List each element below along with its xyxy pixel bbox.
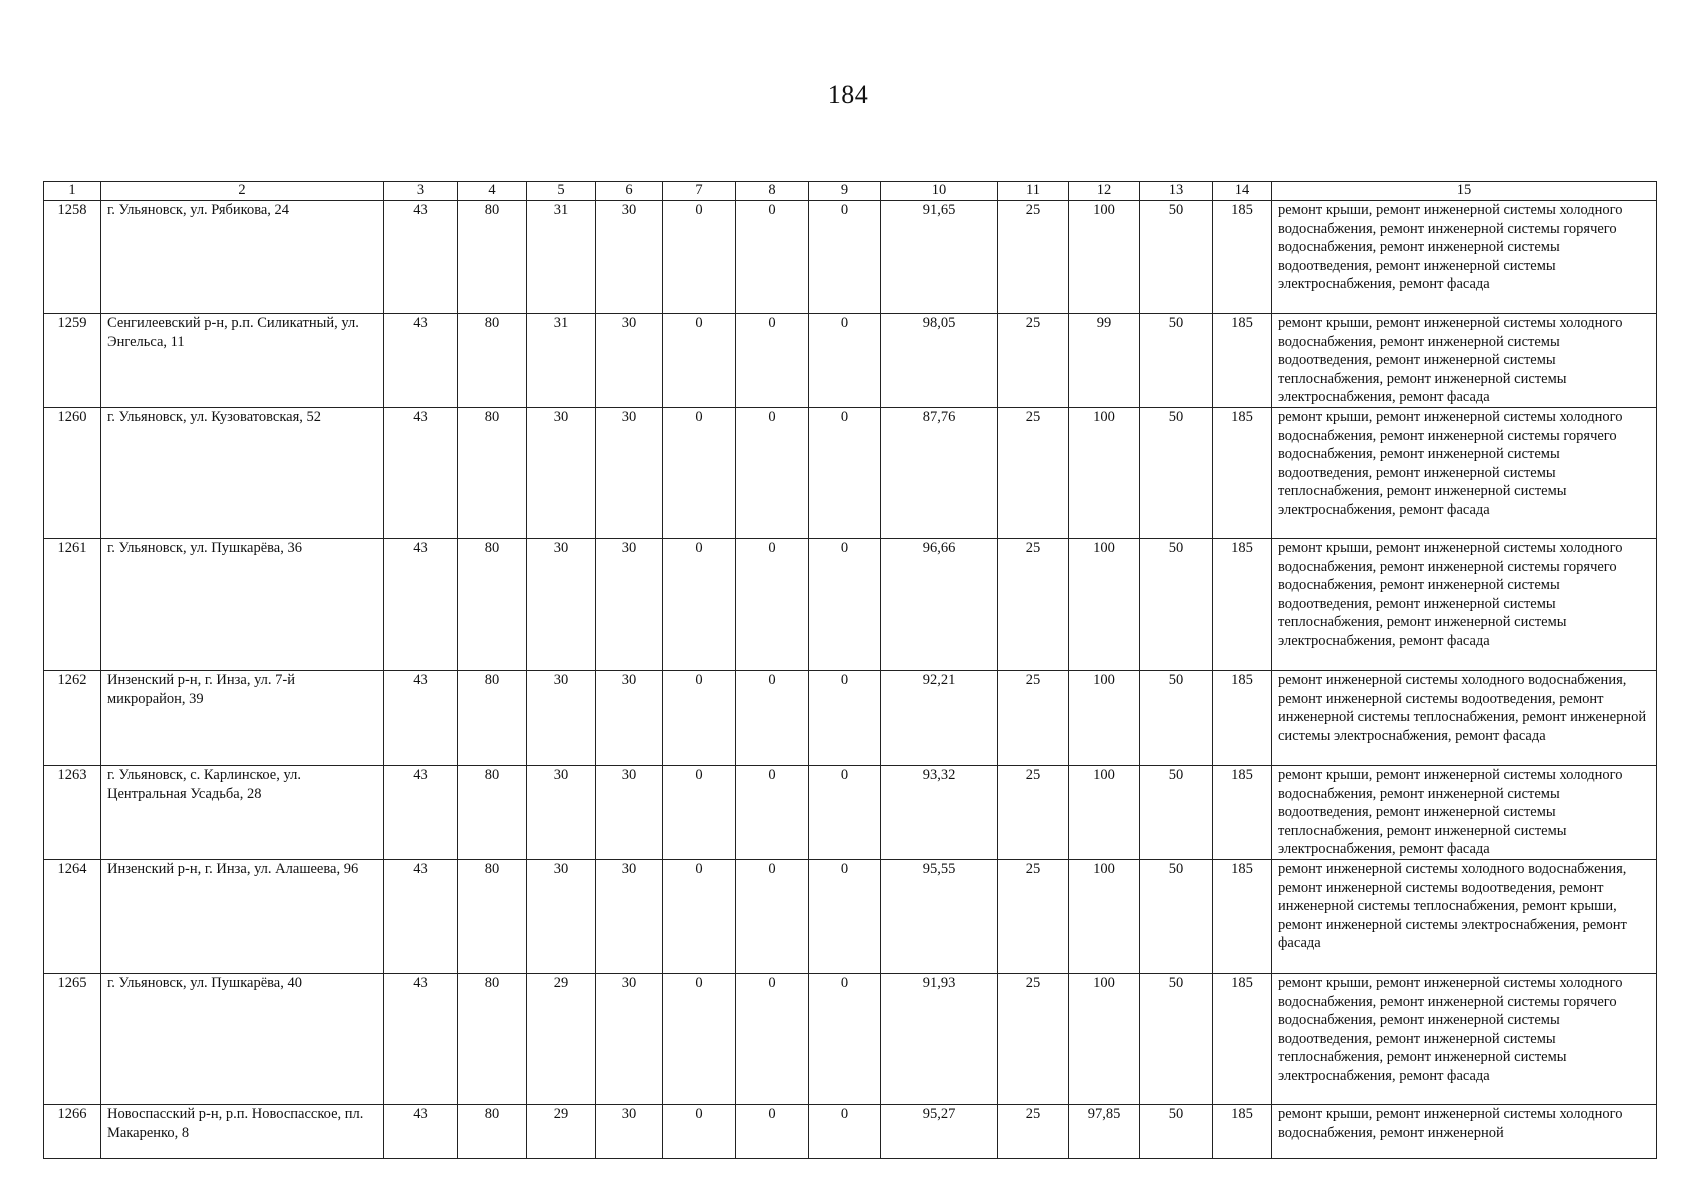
value-cell: 30: [596, 408, 663, 539]
value-cell: 0: [736, 974, 809, 1105]
value-cell: 0: [809, 671, 881, 766]
works-cell: ремонт инженерной системы холодного водоснабжения, ремонт инженерной системы водоотведения, ремонт инженерной системы теплоснабжения, ремонт инженерной системы электроснабжения, ремонт фасада: [1272, 671, 1657, 766]
value-cell: 80: [458, 314, 527, 408]
value-cell: 50: [1140, 671, 1213, 766]
row-number-cell: 1266: [44, 1105, 101, 1159]
value-cell: 185: [1213, 671, 1272, 766]
column-header: 6: [596, 182, 663, 201]
value-cell: 91,65: [881, 201, 998, 314]
value-cell: 98,05: [881, 314, 998, 408]
value-cell: 100: [1069, 974, 1140, 1105]
address-cell: Инзенский р-н, г. Инза, ул. Алашеева, 96: [101, 860, 384, 974]
value-cell: 0: [663, 314, 736, 408]
value-cell: 31: [527, 201, 596, 314]
column-header: 8: [736, 182, 809, 201]
value-cell: 25: [998, 974, 1069, 1105]
value-cell: 30: [596, 1105, 663, 1159]
value-cell: 0: [663, 408, 736, 539]
value-cell: 95,55: [881, 860, 998, 974]
value-cell: 30: [527, 539, 596, 671]
table-row: [44, 314, 1657, 408]
value-cell: 185: [1213, 539, 1272, 671]
value-cell: 185: [1213, 314, 1272, 408]
table-body: [44, 201, 1657, 1159]
works-cell: ремонт инженерной системы холодного водоснабжения, ремонт инженерной системы водоотведения, ремонт инженерной системы теплоснабжения, ремонт крыши, ремонт инженерной системы электроснабжения, ремонт фасада: [1272, 860, 1657, 974]
column-header: 13: [1140, 182, 1213, 201]
address-cell: г. Ульяновск, с. Карлинское, ул. Центральная Усадьба, 28: [101, 766, 384, 860]
value-cell: 43: [384, 671, 458, 766]
value-cell: 0: [736, 766, 809, 860]
value-cell: 30: [596, 766, 663, 860]
column-header: 1: [44, 182, 101, 201]
value-cell: 50: [1140, 314, 1213, 408]
row-number-cell: 1264: [44, 860, 101, 974]
value-cell: 100: [1069, 408, 1140, 539]
value-cell: 0: [809, 1105, 881, 1159]
value-cell: 80: [458, 974, 527, 1105]
value-cell: 0: [809, 539, 881, 671]
works-cell: ремонт крыши, ремонт инженерной системы холодного водоснабжения, ремонт инженерной системы горячего водоснабжения, ремонт инженерной системы водоотведения, ремонт инженерной системы теплоснабжения, ремонт инженерной системы электроснабжения, ремонт фасада: [1272, 539, 1657, 671]
value-cell: 43: [384, 539, 458, 671]
value-cell: 50: [1140, 201, 1213, 314]
address-cell: г. Ульяновск, ул. Рябикова, 24: [101, 201, 384, 314]
value-cell: 25: [998, 201, 1069, 314]
column-header: 3: [384, 182, 458, 201]
value-cell: 29: [527, 974, 596, 1105]
value-cell: 0: [736, 1105, 809, 1159]
value-cell: 50: [1140, 766, 1213, 860]
value-cell: 43: [384, 408, 458, 539]
row-number-cell: 1262: [44, 671, 101, 766]
value-cell: 30: [596, 201, 663, 314]
value-cell: 0: [663, 766, 736, 860]
value-cell: 80: [458, 860, 527, 974]
value-cell: 96,66: [881, 539, 998, 671]
value-cell: 0: [663, 201, 736, 314]
row-number-cell: 1261: [44, 539, 101, 671]
value-cell: 25: [998, 860, 1069, 974]
value-cell: 0: [736, 539, 809, 671]
works-cell: ремонт крыши, ремонт инженерной системы холодного водоснабжения, ремонт инженерной системы горячего водоснабжения, ремонт инженерной системы водоотведения, ремонт инженерной системы теплоснабжения, ремонт инженерной системы электроснабжения, ремонт фасада: [1272, 408, 1657, 539]
value-cell: 30: [527, 408, 596, 539]
value-cell: 0: [809, 860, 881, 974]
works-cell: ремонт крыши, ремонт инженерной системы холодного водоснабжения, ремонт инженерной системы горячего водоснабжения, ремонт инженерной системы водоотведения, ремонт инженерной системы электроснабжения, ремонт фасада: [1272, 201, 1657, 314]
value-cell: 30: [596, 314, 663, 408]
table-row: [44, 974, 1657, 1105]
works-cell: ремонт крыши, ремонт инженерной системы холодного водоснабжения, ремонт инженерной системы горячего водоснабжения, ремонт инженерной системы водоотведения, ремонт инженерной системы теплоснабжения, ремонт инженерной системы электроснабжения, ремонт фасада: [1272, 974, 1657, 1105]
value-cell: 0: [663, 1105, 736, 1159]
table-row: [44, 201, 1657, 314]
row-number-cell: 1263: [44, 766, 101, 860]
value-cell: 185: [1213, 201, 1272, 314]
value-cell: 43: [384, 860, 458, 974]
value-cell: 92,21: [881, 671, 998, 766]
row-number-cell: 1265: [44, 974, 101, 1105]
value-cell: 25: [998, 1105, 1069, 1159]
column-header: 2: [101, 182, 384, 201]
value-cell: 25: [998, 539, 1069, 671]
value-cell: 80: [458, 766, 527, 860]
row-number-cell: 1259: [44, 314, 101, 408]
table-row: [44, 860, 1657, 974]
value-cell: 0: [736, 671, 809, 766]
value-cell: 31: [527, 314, 596, 408]
value-cell: 0: [736, 314, 809, 408]
value-cell: 95,27: [881, 1105, 998, 1159]
value-cell: 80: [458, 408, 527, 539]
value-cell: 50: [1140, 860, 1213, 974]
table-container: [43, 181, 1656, 1159]
value-cell: 0: [663, 539, 736, 671]
repair-program-table: [43, 181, 1657, 1159]
value-cell: 97,85: [1069, 1105, 1140, 1159]
value-cell: 185: [1213, 1105, 1272, 1159]
header-row: [44, 182, 1657, 201]
value-cell: 100: [1069, 539, 1140, 671]
row-number-cell: 1260: [44, 408, 101, 539]
value-cell: 91,93: [881, 974, 998, 1105]
value-cell: 100: [1069, 201, 1140, 314]
value-cell: 30: [596, 671, 663, 766]
page-number: 184: [827, 80, 869, 109]
table-row: [44, 539, 1657, 671]
value-cell: 30: [527, 671, 596, 766]
value-cell: 0: [663, 671, 736, 766]
value-cell: 100: [1069, 860, 1140, 974]
value-cell: 50: [1140, 1105, 1213, 1159]
column-header: 14: [1213, 182, 1272, 201]
address-cell: Сенгилеевский р-н, р.п. Силикатный, ул. Энгельса, 11: [101, 314, 384, 408]
value-cell: 0: [736, 201, 809, 314]
value-cell: 80: [458, 539, 527, 671]
value-cell: 0: [809, 201, 881, 314]
column-header: 7: [663, 182, 736, 201]
value-cell: 0: [809, 974, 881, 1105]
value-cell: 0: [809, 314, 881, 408]
row-number-cell: 1258: [44, 201, 101, 314]
value-cell: 50: [1140, 974, 1213, 1105]
column-header: 9: [809, 182, 881, 201]
value-cell: 30: [596, 974, 663, 1105]
value-cell: 50: [1140, 408, 1213, 539]
column-header: 10: [881, 182, 998, 201]
table-row: [44, 1105, 1657, 1159]
value-cell: 30: [527, 860, 596, 974]
table-row: [44, 671, 1657, 766]
value-cell: 30: [527, 766, 596, 860]
value-cell: 25: [998, 766, 1069, 860]
column-header: 15: [1272, 182, 1657, 201]
value-cell: 185: [1213, 766, 1272, 860]
value-cell: 30: [596, 539, 663, 671]
value-cell: 185: [1213, 860, 1272, 974]
value-cell: 100: [1069, 766, 1140, 860]
address-cell: Инзенский р-н, г. Инза, ул. 7-й микрорайон, 39: [101, 671, 384, 766]
value-cell: 87,76: [881, 408, 998, 539]
address-cell: г. Ульяновск, ул. Пушкарёва, 36: [101, 539, 384, 671]
value-cell: 100: [1069, 671, 1140, 766]
value-cell: 43: [384, 1105, 458, 1159]
column-header: 5: [527, 182, 596, 201]
works-cell: ремонт крыши, ремонт инженерной системы холодного водоснабжения, ремонт инженерной: [1272, 1105, 1657, 1159]
table-row: [44, 766, 1657, 860]
works-cell: ремонт крыши, ремонт инженерной системы холодного водоснабжения, ремонт инженерной системы водоотведения, ремонт инженерной системы теплоснабжения, ремонт инженерной системы электроснабжения, ремонт фасада: [1272, 314, 1657, 408]
works-cell: ремонт крыши, ремонт инженерной системы холодного водоснабжения, ремонт инженерной системы водоотведения, ремонт инженерной системы теплоснабжения, ремонт инженерной системы электроснабжения, ремонт фасада: [1272, 766, 1657, 860]
value-cell: 185: [1213, 974, 1272, 1105]
value-cell: 80: [458, 1105, 527, 1159]
table-row: [44, 408, 1657, 539]
value-cell: 185: [1213, 408, 1272, 539]
value-cell: 93,32: [881, 766, 998, 860]
column-header: 12: [1069, 182, 1140, 201]
value-cell: 50: [1140, 539, 1213, 671]
value-cell: 30: [596, 860, 663, 974]
value-cell: 25: [998, 314, 1069, 408]
value-cell: 0: [809, 408, 881, 539]
value-cell: 43: [384, 314, 458, 408]
value-cell: 0: [663, 860, 736, 974]
value-cell: 0: [809, 766, 881, 860]
value-cell: 25: [998, 671, 1069, 766]
column-header: 4: [458, 182, 527, 201]
value-cell: 25: [998, 408, 1069, 539]
value-cell: 43: [384, 766, 458, 860]
column-header: 11: [998, 182, 1069, 201]
address-cell: г. Ульяновск, ул. Пушкарёва, 40: [101, 974, 384, 1105]
address-cell: г. Ульяновск, ул. Кузоватовская, 52: [101, 408, 384, 539]
value-cell: 0: [736, 408, 809, 539]
value-cell: 80: [458, 671, 527, 766]
address-cell: Новоспасский р-н, р.п. Новоспасское, пл. Макаренко, 8: [101, 1105, 384, 1159]
value-cell: 80: [458, 201, 527, 314]
value-cell: 29: [527, 1105, 596, 1159]
value-cell: 43: [384, 201, 458, 314]
value-cell: 43: [384, 974, 458, 1105]
value-cell: 0: [736, 860, 809, 974]
value-cell: 99: [1069, 314, 1140, 408]
value-cell: 0: [663, 974, 736, 1105]
